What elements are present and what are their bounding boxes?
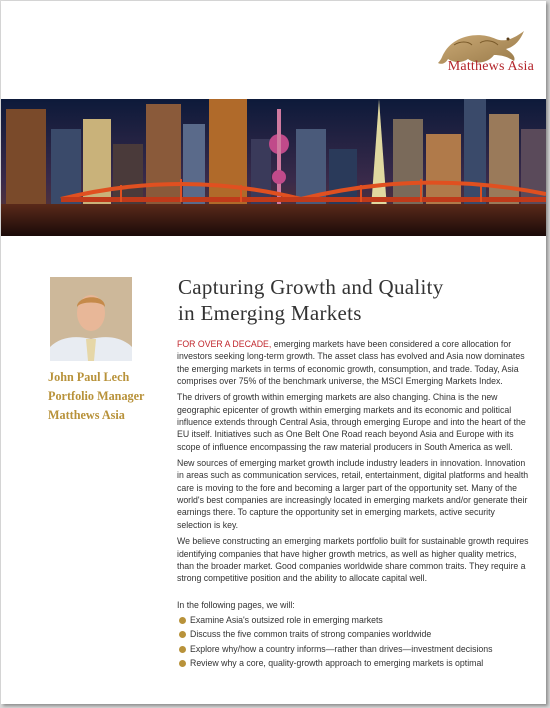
title-line-1: Capturing Growth and Quality <box>178 275 444 299</box>
author-company: Matthews Asia <box>48 408 125 422</box>
list-item-text: Discuss the five common traits of strong companies worldwide <box>190 629 432 640</box>
author-name: John Paul Lech <box>48 370 130 384</box>
document-title <box>178 274 518 326</box>
list-item <box>177 613 529 628</box>
author-info <box>48 368 144 425</box>
document-page <box>1 1 546 704</box>
article-body <box>177 338 529 671</box>
list-item <box>177 627 529 642</box>
paragraph-3: New sources of emerging market growth include industry leaders in innovation. Innovation in areas such as communication services, retail, entertainment, digital platforms and health care is moving to the fore and becoming a larger part of the opportunity set. Many of the world's best companies are increasingly located in emerging markets and/or generate their earnings there. To capture the opportunity set in emerging markets, active security selection is key. <box>177 458 529 530</box>
bullet-icon <box>179 617 186 624</box>
list-item <box>177 656 529 671</box>
list-item-text: Review why a core, quality-growth approach to emerging markets is optimal <box>190 658 484 669</box>
bullet-icon <box>179 646 186 653</box>
list-item-text: Examine Asia's outsized role in emerging markets <box>190 614 383 625</box>
lead-in: FOR OVER A DECADE, <box>177 339 272 349</box>
list-item <box>177 642 529 657</box>
author-role: Portfolio Manager <box>48 389 145 403</box>
title-line-2: in Emerging Markets <box>178 301 362 325</box>
brand-name: Matthews Asia <box>447 59 534 74</box>
paragraph-4: We believe constructing an emerging markets portfolio built for sustainable growth requires identifying companies that have higher growth metrics, as well as higher quality metrics, than the broader market. Good companies worldwide share common traits. They require a strong competitive position and the ability to allocate capital well. <box>177 536 529 584</box>
portrait-photo <box>50 277 132 361</box>
paragraph-1 <box>177 338 529 387</box>
bullet-icon <box>179 660 186 667</box>
paragraph-2: The drivers of growth within emerging markets are also changing. China is the new geographic epicenter of growth within emerging markets and its economic and political influence extends through Central Asia, through emerging Europe and into the heart of the EU itself. Initiatives such as One Belt One Road reach beyond Asia and Europe with its scope of influence encompassing the raw material producers in South America as well. <box>177 392 526 452</box>
banner-image <box>1 99 546 236</box>
list-intro: In the following pages, we will: <box>177 599 295 610</box>
bullet-list <box>177 613 529 671</box>
list-item-text: Explore why/how a country informs—rather than drives—investment decisions <box>190 643 493 654</box>
paragraph-1-text: emerging markets have been considered a core allocation for investors seeking long-term growth. The asset class has evolved and Asia now dominates the emerging markets in terms of economic growth, consumption, and trade. Today, Asia comprises over 75% of the benchmark universe, the MSCI Emerging Markets Index. <box>177 339 525 387</box>
bullet-icon <box>179 631 186 638</box>
